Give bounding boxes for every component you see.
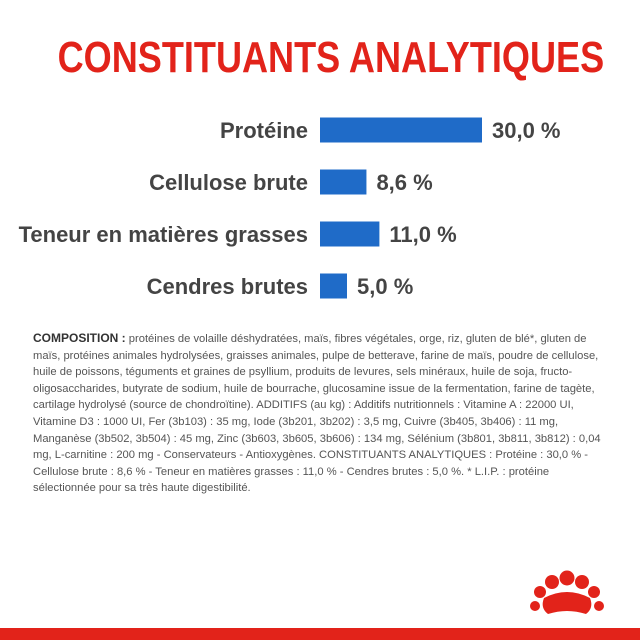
value-label: 30,0 % xyxy=(492,118,561,143)
bar xyxy=(320,274,347,299)
royal-canin-crown-icon xyxy=(522,562,612,622)
bar xyxy=(320,118,482,143)
category-label: Protéine xyxy=(219,118,308,143)
bar xyxy=(320,170,366,195)
composition-block xyxy=(33,330,603,497)
value-label: 8,6 % xyxy=(376,170,433,195)
value-label: 11,0 % xyxy=(389,222,457,247)
bar-chart xyxy=(0,100,640,310)
bar xyxy=(320,222,379,247)
category-label: Teneur en matières grasses xyxy=(18,222,308,247)
page-title: CONSTITUANTS ANALYTIQUES xyxy=(57,33,605,82)
value-label: 5,0 % xyxy=(357,274,414,299)
category-label: Cellulose brute xyxy=(149,170,308,195)
composition-heading: COMPOSITION : xyxy=(33,331,126,345)
category-label: Cendres brutes xyxy=(146,274,308,299)
bottom-brand-bar xyxy=(0,628,640,640)
composition-text: protéines de volaille déshydratées, maïs, fibres végétales, orge, riz, gluten de blé*, gluten de maïs, protéines animales hydrolysées, graisses animales, pulpe de betterave, farine de maïs, poudre de cellulose, huile de poissons, téguments et graines de psyllium, produits de levures, sels minéraux, huile de soja, fructo-oligosaccharides, butyrate de sodium, huile de bourrache, glucosamine issue de la fermentation, farine de tagète, cartilage hydrolysé (source de chondroïtine). ADDITIFS (au kg) : Additifs nutritionnels : Vitamine A : 22000 UI, Vitamine D3 : 1000 UI, Fer (3b103) : 35 mg, Iode (3b201, 3b202) : 3,5 mg, Cuivre (3b405, 3b406) : 11 mg, Manganèse (3b502, 3b504) : 45 mg, Zinc (3b603, 3b605, 3b606) : 134 mg, Sélénium (3b801, 3b811, 3b812) : 0,04 mg, L-carnitine : 200 mg - Conservateurs - Antioxygènes. CONSTITUANTS ANALYTIQUES : Protéine : 30,0 % - Cellulose brute : 8,6 % - Teneur en matières grasses : 11,0 % - Cendres brutes : 5,0 %. * L.I.P. : protéine sélectionnée pour sa très haute digestibilité. xyxy=(33,333,601,495)
